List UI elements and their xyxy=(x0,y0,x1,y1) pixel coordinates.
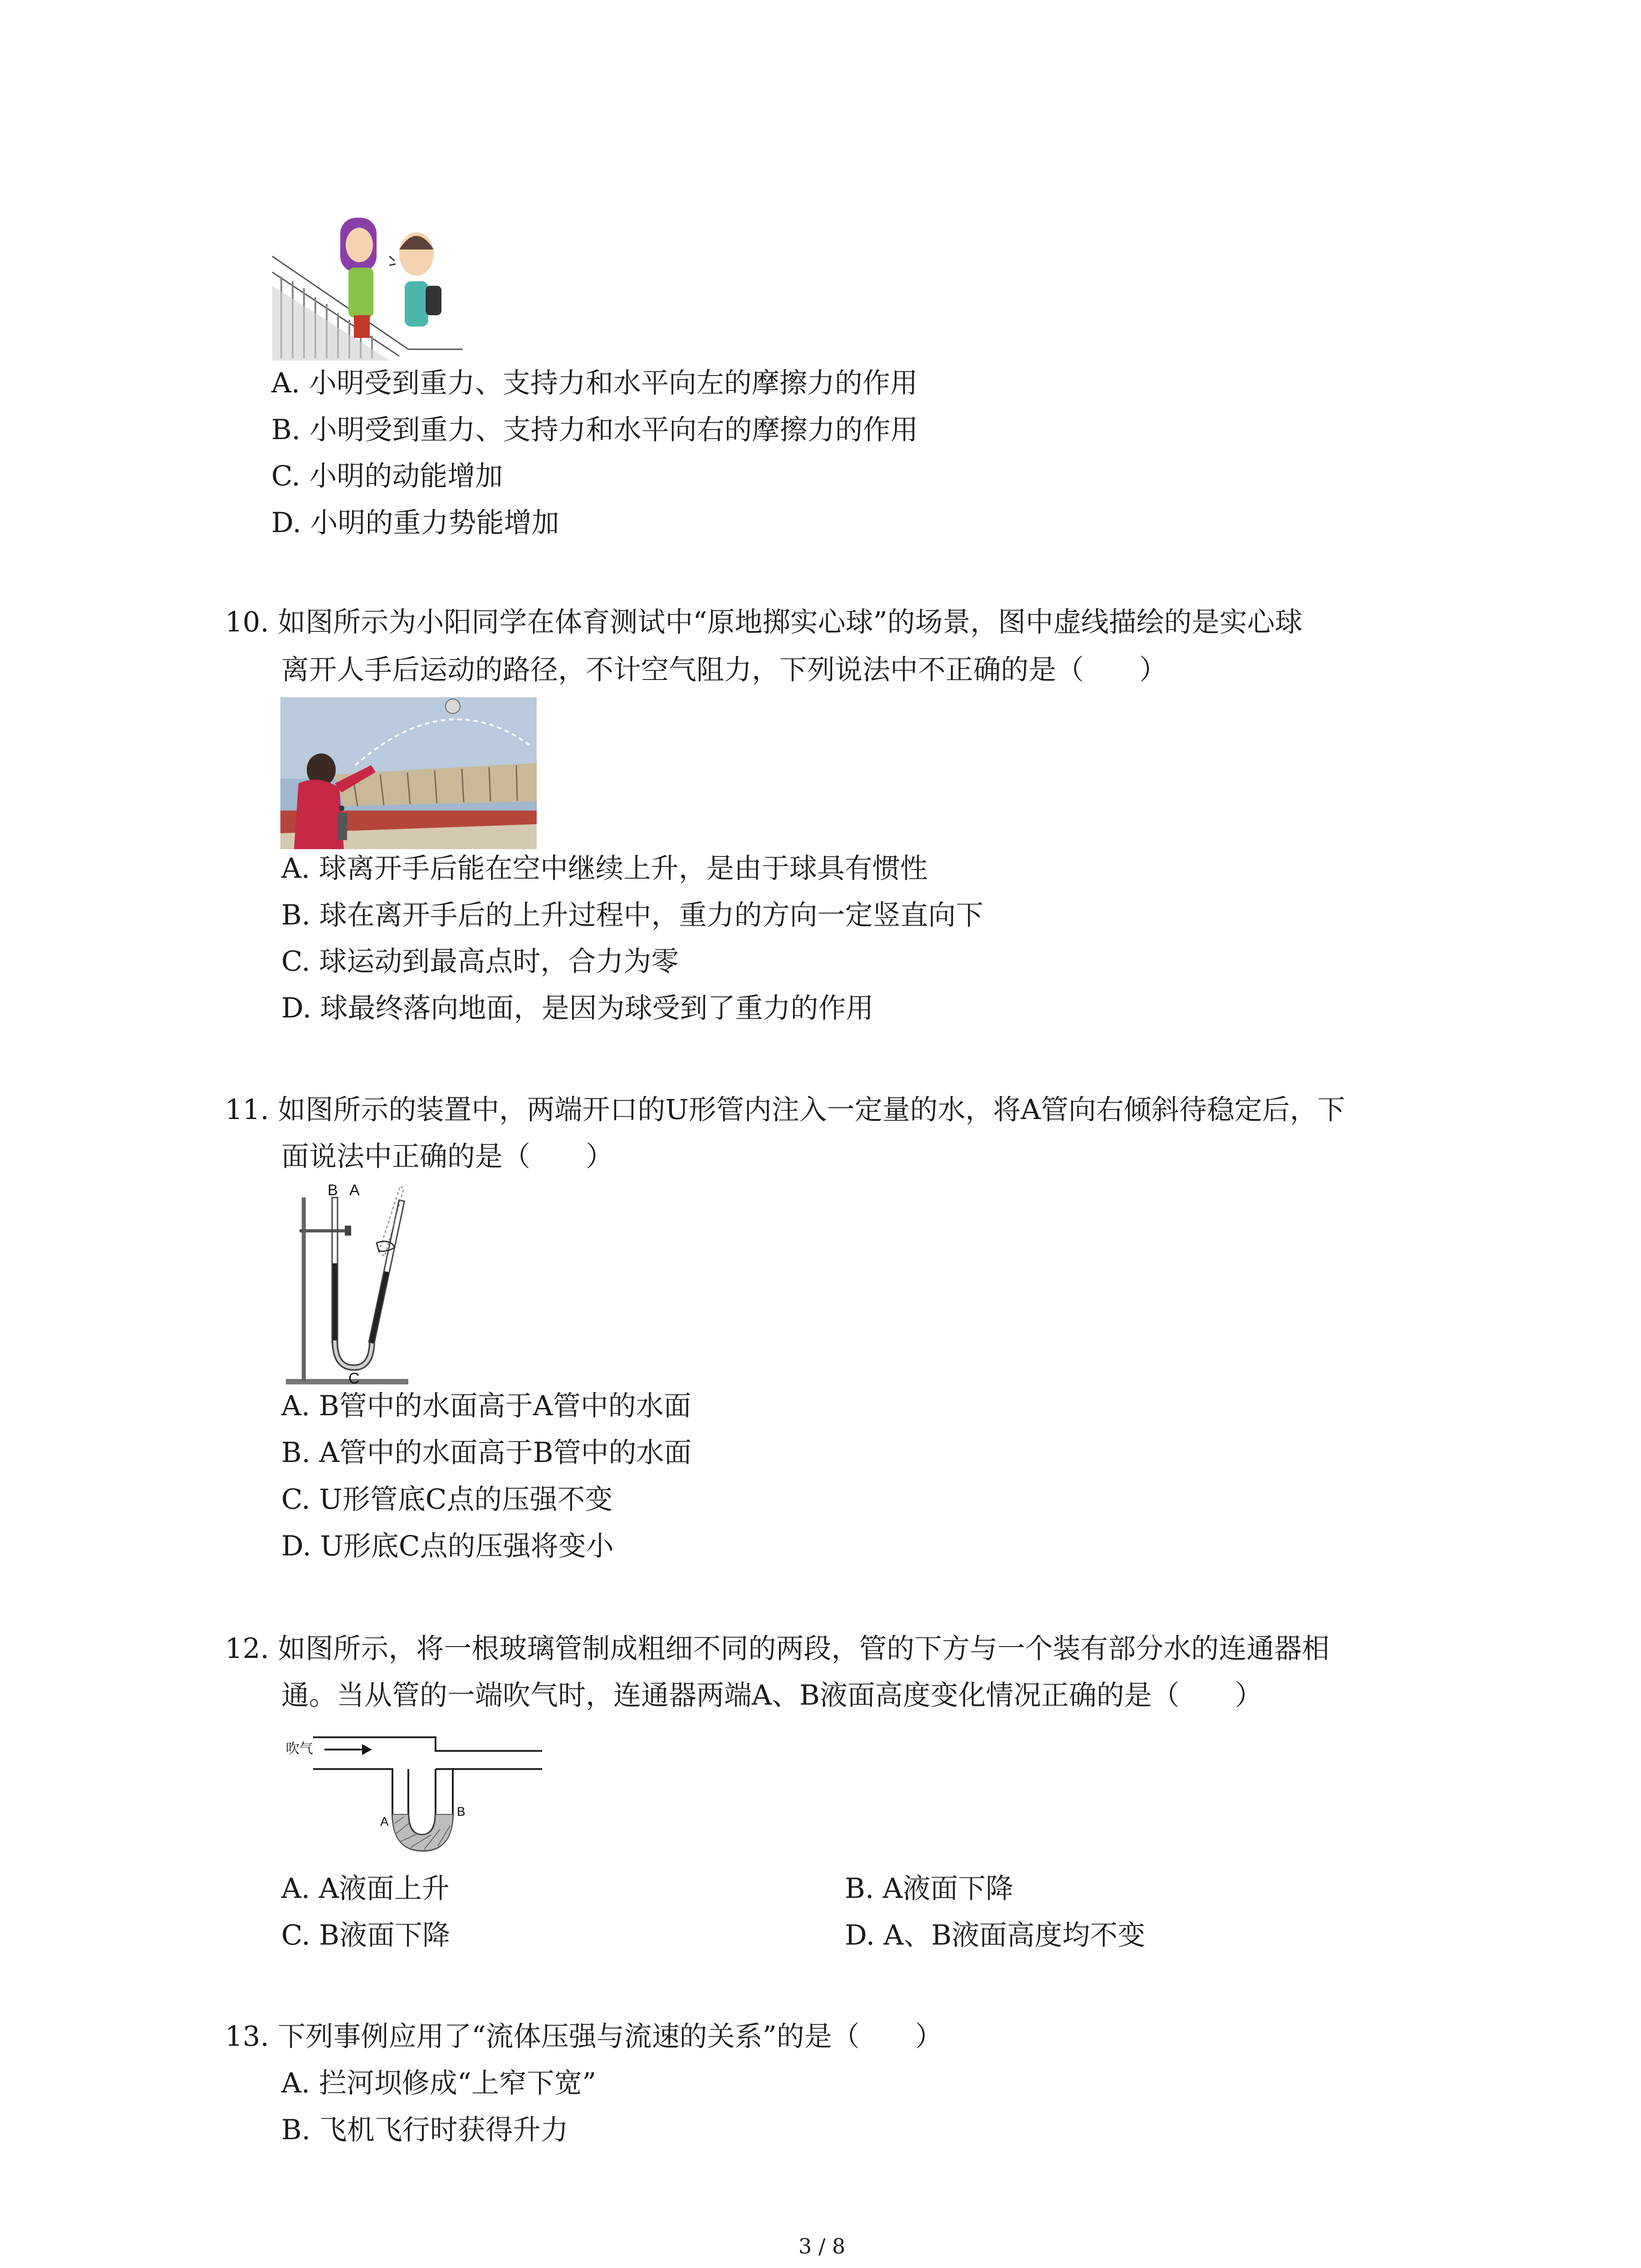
label-blow: 吹气 xyxy=(286,1741,313,1756)
q9-option-a: A. 小明受到重力、支持力和水平向左的摩擦力的作用 xyxy=(271,367,918,399)
q11-stem-line1: 11. 如图所示的装置中，两端开口的U形管内注入一定量的水，将A管向右倾斜待稳定后，下 xyxy=(225,1094,1345,1126)
q9-option-b: B. 小明受到重力、支持力和水平向右的摩擦力的作用 xyxy=(271,414,918,446)
q12-option-d: D. A、B液面高度均不变 xyxy=(845,1919,1146,1951)
q10-stem-line2: 离开人手后运动的路径，不计空气阻力，下列说法中不正确的是（ ） xyxy=(281,654,1167,686)
label-c: C xyxy=(348,1370,360,1387)
q11-option-d: D. U形底C点的压强将变小 xyxy=(281,1530,614,1562)
q11-option-a: A. B管中的水面高于A管中的水面 xyxy=(281,1390,691,1422)
q12-option-b: B. A液面下降 xyxy=(845,1872,1014,1905)
q10-option-b: B. 球在离开手后的上升过程中，重力的方向一定竖直向下 xyxy=(281,899,984,931)
label-b: B xyxy=(457,1804,465,1818)
u-tube-stand-figure xyxy=(281,1184,417,1388)
shot-put-photo xyxy=(280,697,537,849)
q12-stem-line1: 12. 如图所示，将一根玻璃管制成粗细不同的两段，管的下方与一个装有部分水的连通器相 xyxy=(225,1633,1330,1665)
q12-stem-line2: 通。当从管的一端吹气时，连通器两端A、B液面高度变化情况正确的是（ ） xyxy=(281,1679,1263,1711)
q9-option-d: D. 小明的重力势能增加 xyxy=(271,507,559,539)
q11-option-b: B. A管中的水面高于B管中的水面 xyxy=(281,1437,692,1469)
q11-stem-line2: 面说法中正确的是（ ） xyxy=(281,1140,614,1173)
blow-tube-connector-figure xyxy=(281,1726,549,1869)
q10-option-a: A. 球离开手后能在空中继续上升，是由于球具有惯性 xyxy=(281,852,928,885)
q13-stem-line1: 13. 下列事例应用了“流体压强与流速的关系”的是（ ） xyxy=(225,2020,943,2053)
label-a: A xyxy=(349,1184,360,1199)
q10-stem-line1: 10. 如图所示为小阳同学在体育测试中“原地掷实心球”的场景，图中虚线描绘的是实心球 xyxy=(225,606,1303,638)
escalator-figure xyxy=(272,213,463,361)
q13-option-a: A. 拦河坝修成“上窄下宽” xyxy=(281,2067,597,2099)
label-b: B xyxy=(328,1184,338,1199)
label-a: A xyxy=(380,1814,389,1828)
q11-option-c: C. U形管底C点的压强不变 xyxy=(281,1483,613,1515)
q10-option-c: C. 球运动到最高点时，合力为零 xyxy=(281,945,679,978)
page-number: 3 / 8 xyxy=(798,2234,846,2258)
q12-option-c: C. B液面下降 xyxy=(281,1919,451,1951)
q10-option-d: D. 球最终落向地面，是因为球受到了重力的作用 xyxy=(281,992,874,1024)
q9-option-c: C. 小明的动能增加 xyxy=(271,460,503,492)
q13-option-b: B. 飞机飞行时获得升力 xyxy=(281,2114,568,2146)
q12-option-a: A. A液面上升 xyxy=(281,1872,450,1905)
